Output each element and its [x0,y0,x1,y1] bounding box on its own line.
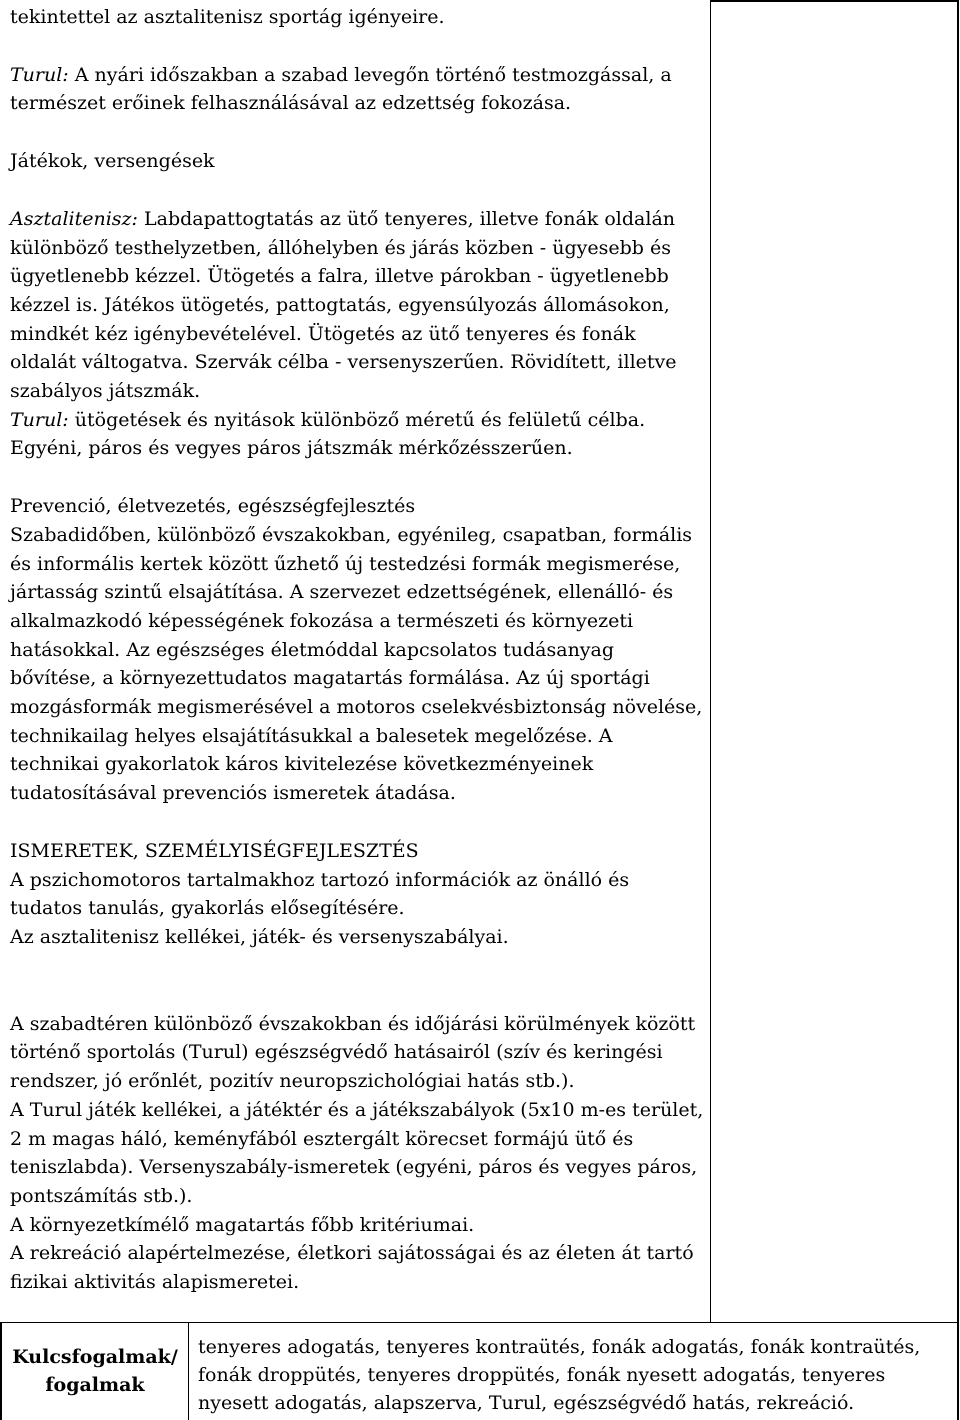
turul-text: A nyári időszakban a szabad levegőn történő testmozgással, a természet erőinek felhasználásával az edzettség fokozása. [10,63,672,115]
keywords-label-line-2: fogalmak [45,1374,145,1396]
asztalitenisz-label: Asztalitenisz: [10,207,138,230]
table-column-divider [710,0,711,1322]
keywords-text: tenyeres adogatás, tenyeres kontraütés, fonák adogatás, fonák kontraütés, fonák droppütés, tenyeres droppütés, fonák nyesett adogatás, tenyeres nyesett adogatás, alapszerva, Turul, egészségvédő hatás, rekreáció. [198,1336,921,1414]
asztalitenisz-paragraph [10,205,705,406]
table-border-right [957,0,959,1420]
matches-line: Egyéni, páros és vegyes páros játszmák mérkőzésszerűen. [10,437,573,460]
turul-paragraph [10,61,705,118]
knowledge-line-2: Az asztalitenisz kellékei, játék- és versenyszabályai. [10,925,509,948]
environment-line: A környezetkímélő magatartás főbb kritériumai. [10,1213,475,1236]
intro-line: tekintettel az asztalitenisz sportág igényeire. [10,6,445,28]
turul-targets-text: ütögetések és nyitások különböző méretű és felületű célba. [68,408,646,431]
turul-equipment-paragraph: A Turul játék kellékei, a játéktér és a játékszabályok (5x10 m-es terület, 2 m magas háló, keményfából esztergált körecset formájú ütő és teniszlabda). Versenyszabály-ismeretek (egyéni, páros és vegyes páros, pontszámítás stb.). [10,1098,704,1207]
keywords-label [2,1322,188,1420]
table-border-top [710,0,958,2]
turul-label: Turul: [10,63,69,86]
knowledge-heading: ISMERETEK, SZEMÉLYISÉGFEJLESZTÉS [10,839,419,862]
outdoor-sport-paragraph: A szabadtéren különböző évszakokban és időjárási körülmények között történő sportolás (Turul) egészségvédő hatásairól (szív és keringési rendszer, jó erőnlét, pozitív neuropszichológiai hatás stb.). [10,1012,696,1093]
recreation-paragraph: A rekreáció alapértelmezése, életkori sajátosságai és az életen át tartó fizikai aktivitás alapismeretei. [10,1242,694,1294]
keywords-column-divider [188,1322,189,1420]
knowledge-line-1: A pszichomotoros tartalmakhoz tartozó információk az önálló és tudatos tanulás, gyakorlás elősegítésére. [10,868,630,920]
turul-targets-paragraph [10,406,705,435]
prevention-text: Szabadidőben, különböző évszakokban, egyénileg, csapatban, formális és informális kertek között űzhető új testedzési formák megismerése, jártasság szintű elsajátítása. A szervezet edzettségének, ellenálló- és alkalmazkodó képességének fokozása a természeti és környezeti hatásokkal. Az egészséges életmóddal kapcsolatos tudásanyag bővítése, a környezettudatos magatartás formálása. Az új sportági mozgásformák megismerésével a motoros cselekvésbiztonság növelése, technikailag helyes elsajátításukkal a balesetek megelőzése. A technikai gyakorlatok káros kivitelezése következményeinek tudatosításával prevenciós ismeretek átadása. [10,523,703,805]
keywords-label-line-1: Kulcsfogalmak/ [12,1346,178,1368]
asztalitenisz-text: Labdapattogtatás az ütő tenyeres, illetve fonák oldalán különböző testhelyzetben, állóhelyben és járás közben - ügyesebb és ügyetlenebb kézzel. Ütögetés a falra, illetve párokban - ügyetlenebb kézzel is. Játékos ütögetés, pattogtatás, egyensúlyozás állomásokon, mindkét kéz igénybevételével. Ütögetés az ütő tenyeres és fonák oldalát váltogatva. Szervák célba - versenyszerűen. Rövidített, illetve szabályos játszmák. [10,207,677,403]
games-heading: Játékok, versengések [10,150,215,173]
turul-label-2: Turul: [10,408,69,431]
prevention-heading: Prevenció, életvezetés, egészségfejlesztés [10,495,416,518]
content-cell [10,3,705,1297]
